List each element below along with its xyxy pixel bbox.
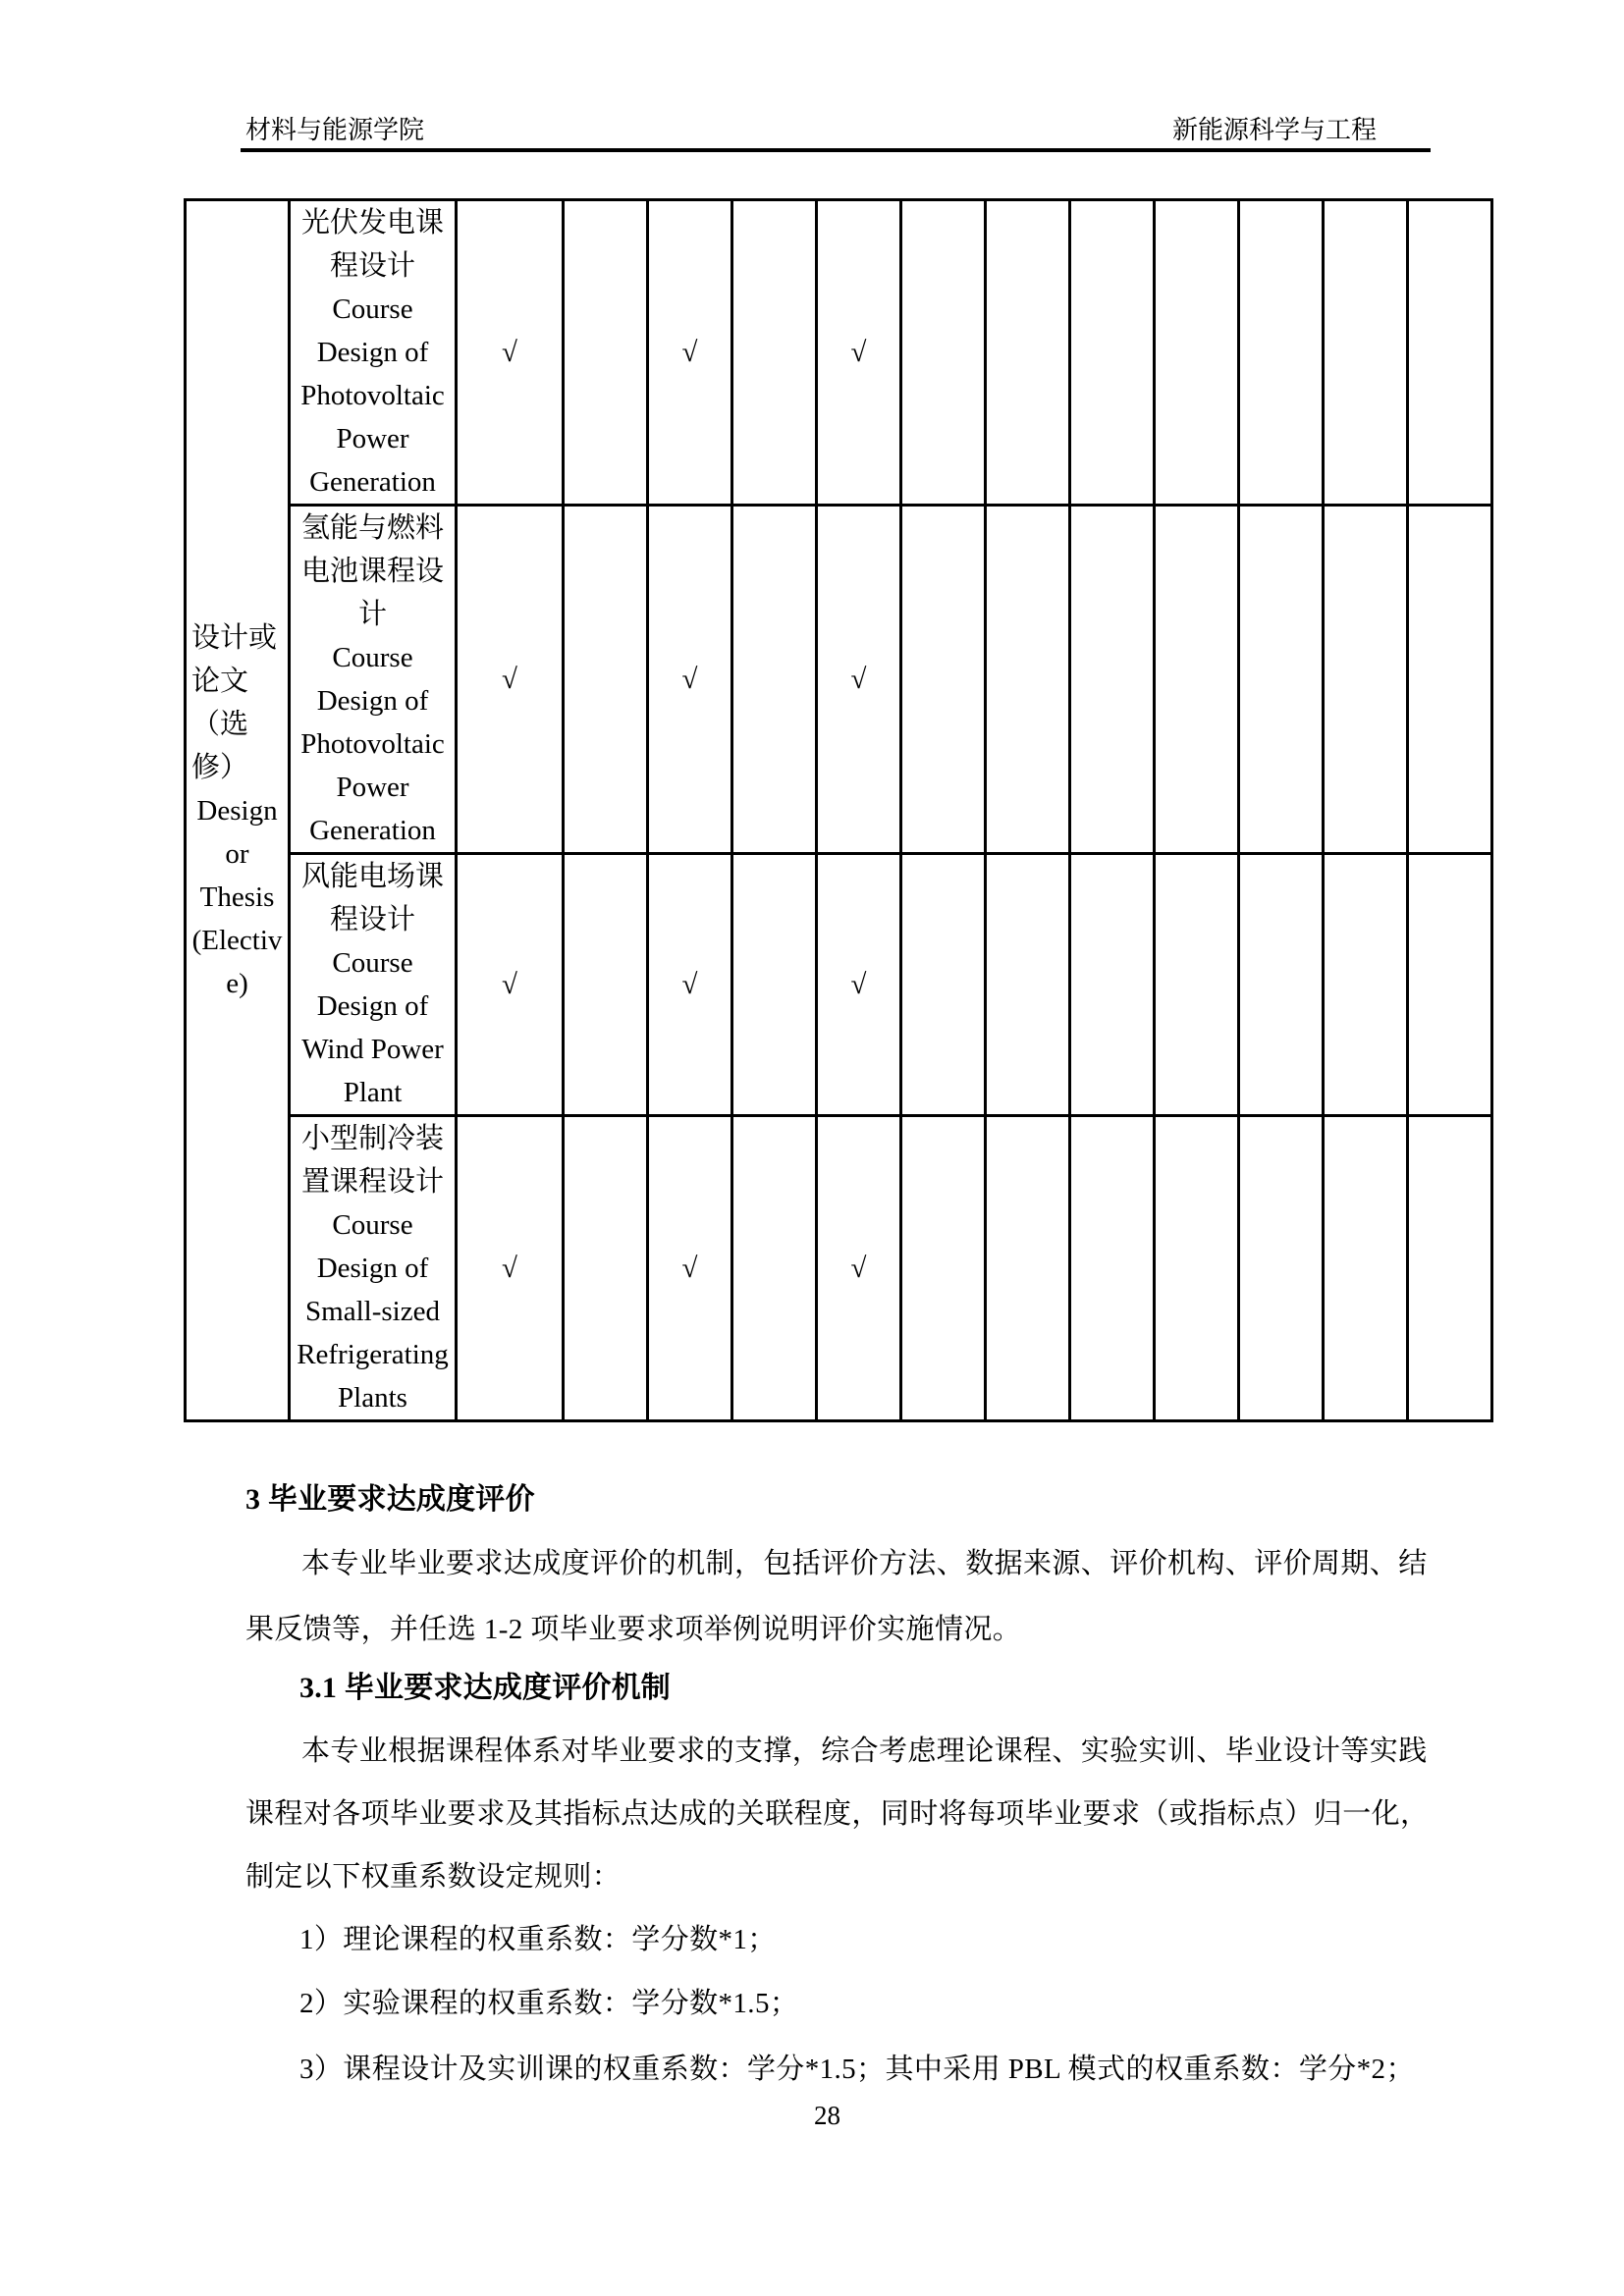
check-cell-empty (1070, 200, 1155, 506)
course-name-line: Course (332, 1209, 413, 1241)
section-heading-3-1: 3.1 毕业要求达成度评价机制 (299, 1672, 671, 1704)
check-cell-empty (564, 854, 648, 1116)
group-label-line: or (225, 837, 249, 870)
course-name-line: Generation (309, 466, 436, 498)
course-name-line: 计 (357, 599, 387, 630)
course-name-line: 程设计 (329, 904, 415, 935)
table-row (186, 854, 1492, 1116)
course-name-line: Photovoltaic (300, 728, 445, 760)
check-cell-checked: √ (817, 506, 901, 854)
group-label-line: e) (226, 967, 248, 999)
table-row (186, 506, 1492, 854)
course-name-line: Refrigerating (297, 1339, 449, 1370)
check-cell-empty (1155, 506, 1239, 854)
check-cell-empty (1324, 1116, 1408, 1421)
check-cell-checked: √ (817, 854, 901, 1116)
group-label-line: 设计或 (191, 621, 278, 654)
check-cell-empty (1408, 854, 1492, 1116)
course-name-cell (290, 1116, 457, 1421)
course-name-line: Design of (316, 685, 429, 717)
check-cell-empty (732, 854, 817, 1116)
course-support-matrix (184, 198, 1493, 1422)
group-label-line: 论文 (191, 665, 249, 697)
course-name-line: Small-sized (305, 1296, 440, 1327)
course-name-line: Generation (309, 815, 436, 846)
course-name-line: Power (336, 423, 409, 454)
course-name-line: Wind Power (301, 1034, 444, 1065)
course-matrix-body (186, 200, 1492, 1421)
course-name-line: 电池课程设 (300, 556, 444, 587)
check-cell-empty (732, 200, 817, 506)
course-name-line: 氢能与燃料 (300, 512, 444, 544)
check-cell-empty (1155, 1116, 1239, 1421)
group-label-line: (Electiv (191, 924, 283, 956)
paragraph-line: 本专业根据课程体系对毕业要求的支撑，综合考虑理论课程、实验实训、毕业设计等实践 (301, 1735, 1428, 1767)
check-cell-checked: √ (648, 854, 732, 1116)
check-cell-empty (1324, 200, 1408, 506)
check-cell-empty (1239, 506, 1324, 854)
course-name-line: Power (336, 772, 409, 803)
check-cell-empty (901, 1116, 986, 1421)
course-name-line: 光伏发电课 (300, 207, 444, 239)
paragraph-line: 课程对各项毕业要求及其指标点达成的关联程度，同时将每项毕业要求（或指标点）归一化， (245, 1798, 1430, 1830)
check-cell-empty (901, 854, 986, 1116)
course-name-line: Design of (316, 337, 429, 368)
check-cell-checked: √ (648, 1116, 732, 1421)
check-cell-empty (986, 854, 1070, 1116)
course-name-cell (290, 506, 457, 854)
check-cell-empty (1324, 854, 1408, 1116)
header-rule (241, 148, 1431, 152)
check-cell-empty (1155, 854, 1239, 1116)
check-cell-checked: √ (648, 506, 732, 854)
paragraph-line: 制定以下权重系数设定规则： (245, 1861, 622, 1893)
course-name-line: Course (332, 294, 413, 325)
list-item: 3）课程设计及实训课的权重系数：学分*1.5；其中采用 PBL 模式的权重系数：学分*2； (299, 2054, 1415, 2085)
group-label-line: Design (196, 794, 278, 827)
check-cell-empty (986, 1116, 1070, 1421)
check-cell-checked: √ (817, 1116, 901, 1421)
check-cell-empty (1239, 854, 1324, 1116)
check-cell-empty (901, 200, 986, 506)
page-header-right: 新能源科学与工程 (1171, 116, 1377, 144)
check-cell-empty (732, 1116, 817, 1421)
check-cell-empty (1155, 200, 1239, 506)
section-heading-3: 3 毕业要求达成度评价 (245, 1483, 535, 1516)
course-name-line: Photovoltaic (300, 380, 445, 411)
list-item: 1）理论课程的权重系数：学分数*1； (299, 1924, 777, 1955)
table-row (186, 1116, 1492, 1421)
check-cell-checked: √ (457, 506, 564, 854)
course-name-line: 风能电场课 (300, 861, 444, 892)
check-cell-empty (732, 506, 817, 854)
course-name-line: 程设计 (329, 250, 415, 282)
group-label-line: 修） (191, 751, 249, 783)
check-cell-empty (1239, 1116, 1324, 1421)
paragraph-line: 果反馈等，并任选 1-2 项毕业要求项举例说明评价实施情况。 (245, 1614, 1022, 1645)
check-cell-empty (1408, 506, 1492, 854)
list-item: 2）实验课程的权重系数：学分数*1.5； (299, 1988, 799, 2019)
group-label-line: Thesis (199, 881, 275, 913)
check-cell-checked: √ (457, 1116, 564, 1421)
course-name-line: Plant (343, 1077, 403, 1108)
paragraph-line: 本专业毕业要求达成度评价的机制，包括评价方法、数据来源、评价机构、评价周期、结 (301, 1548, 1428, 1579)
check-cell-checked: √ (648, 200, 732, 506)
check-cell-checked: √ (457, 854, 564, 1116)
check-cell-checked: √ (817, 200, 901, 506)
check-cell-empty (1070, 1116, 1155, 1421)
check-cell-empty (564, 200, 648, 506)
page-header-left: 材料与能源学院 (245, 116, 425, 144)
check-cell-empty (1408, 1116, 1492, 1421)
check-cell-empty (1408, 200, 1492, 506)
group-label-cell (186, 200, 290, 1421)
check-cell-empty (986, 506, 1070, 854)
check-cell-empty (1324, 506, 1408, 854)
course-name-line: 置课程设计 (300, 1166, 444, 1198)
check-cell-empty (564, 506, 648, 854)
course-name-line: Plants (338, 1382, 407, 1414)
check-cell-empty (1070, 854, 1155, 1116)
check-cell-empty (1070, 506, 1155, 854)
course-name-line: Design of (316, 1253, 429, 1284)
course-name-line: Course (332, 947, 413, 979)
course-name-line: 小型制冷装 (300, 1123, 444, 1154)
check-cell-empty (1239, 200, 1324, 506)
table-row (186, 200, 1492, 506)
check-cell-empty (564, 1116, 648, 1421)
course-name-cell (290, 854, 457, 1116)
check-cell-empty (986, 200, 1070, 506)
course-name-line: Design of (316, 990, 429, 1022)
course-name-cell (290, 200, 457, 506)
group-label-line: （选 (191, 708, 249, 740)
check-cell-empty (901, 506, 986, 854)
page-number: 28 (814, 2101, 840, 2130)
check-cell-checked: √ (457, 200, 564, 506)
course-name-line: Course (332, 642, 413, 673)
